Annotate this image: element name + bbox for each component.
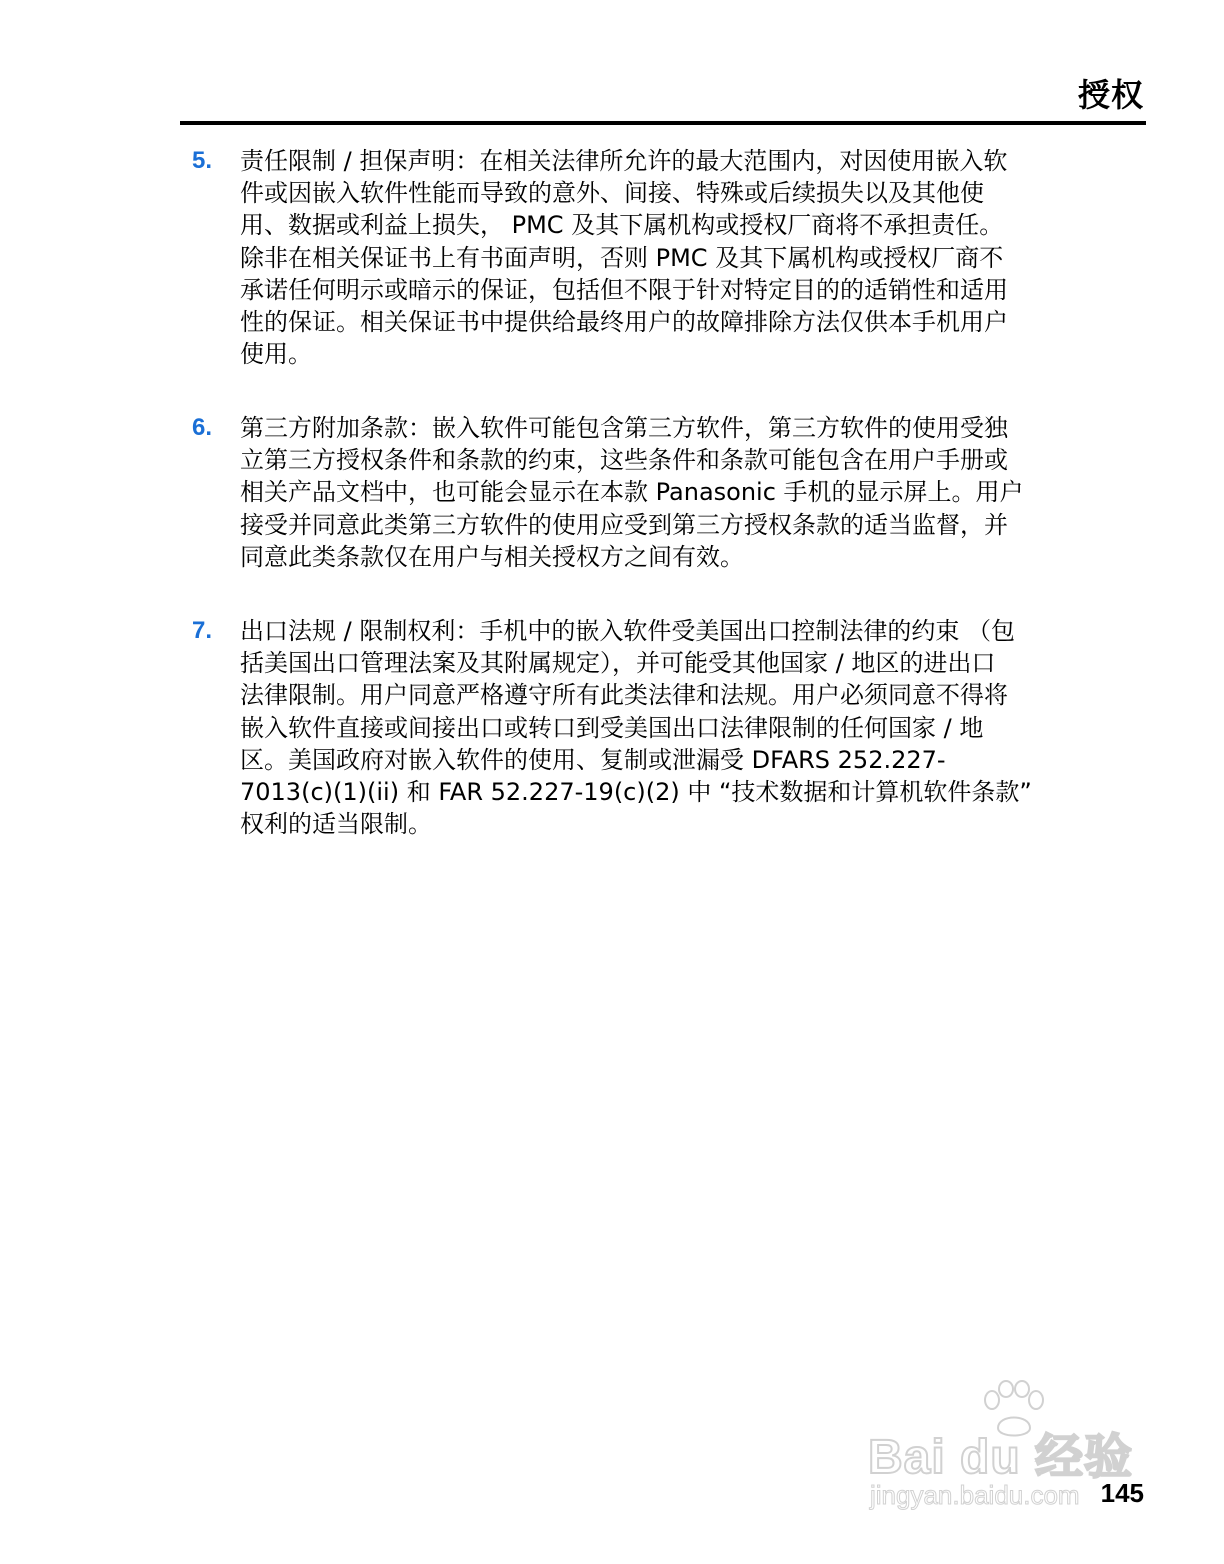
clause-text: 责任限制 / 担保声明：在相关法律所允许的最大范围内，对因使用嵌入软 件或因嵌入软件性能而导致的意外、间接、特殊或后续损失以及其他使 用、数据或利益上损失， PMC 及其下属机构或授权厂商将不承担责任。 除非在相关保证书上有书面声明，否则 PMC 及其下属机构或授权厂商不 承诺任何明示或暗示的保证，包括但不限于针对特定目的的适销性和适用 性的保证。相关保证书中提供给最终用户的故障排除方法仅供本手机用户 使用。 bbox=[240, 147, 1008, 369]
page-header-title: 授权 bbox=[1077, 76, 1144, 114]
watermark-brand: Bai du 经验 bbox=[868, 1431, 1134, 1484]
clause-number: 5. bbox=[192, 147, 213, 174]
watermark-url: jingyan.baidu.com bbox=[870, 1480, 1080, 1510]
clause-text: 第三方附加条款：嵌入软件可能包含第三方软件，第三方软件的使用受独 立第三方授权条件和条款的约束，这些条件和条款可能包含在用户手册或 相关产品文档中，也可能会显示在本款 Panasonic 手机的显示屏上。用户 接受并同意此类第三方软件的使用应受到第三方授权条款的适当监督，并 同意此类条款仅在用户与相关授权方之间有效。 bbox=[240, 414, 1024, 571]
page-number: 145 bbox=[1100, 1478, 1144, 1508]
clause-number: 7. bbox=[192, 617, 213, 644]
clause-text: 出口法规 / 限制权利：手机中的嵌入软件受美国出口控制法律的约束 （包 括美国出口管理法案及其附属规定），并可能受其他国家 / 地区的进出口 法律限制。用户同意严格遵守所有此类法律和法规。用户必须同意不得将 嵌入软件直接或间接出口或转口到受美国出口法律限制的任何国家 / 地 区。美国政府对嵌入软件的使用、复制或泄漏受 DFARS 252.227- 7013(c)(1)(ii) 和 FAR 52.227-19(c)(2) 中 “技术数据和计算机软件条款” 权利的适当限制。 bbox=[240, 617, 1032, 839]
header-rule bbox=[180, 121, 1146, 125]
clause-number: 6. bbox=[192, 414, 213, 441]
